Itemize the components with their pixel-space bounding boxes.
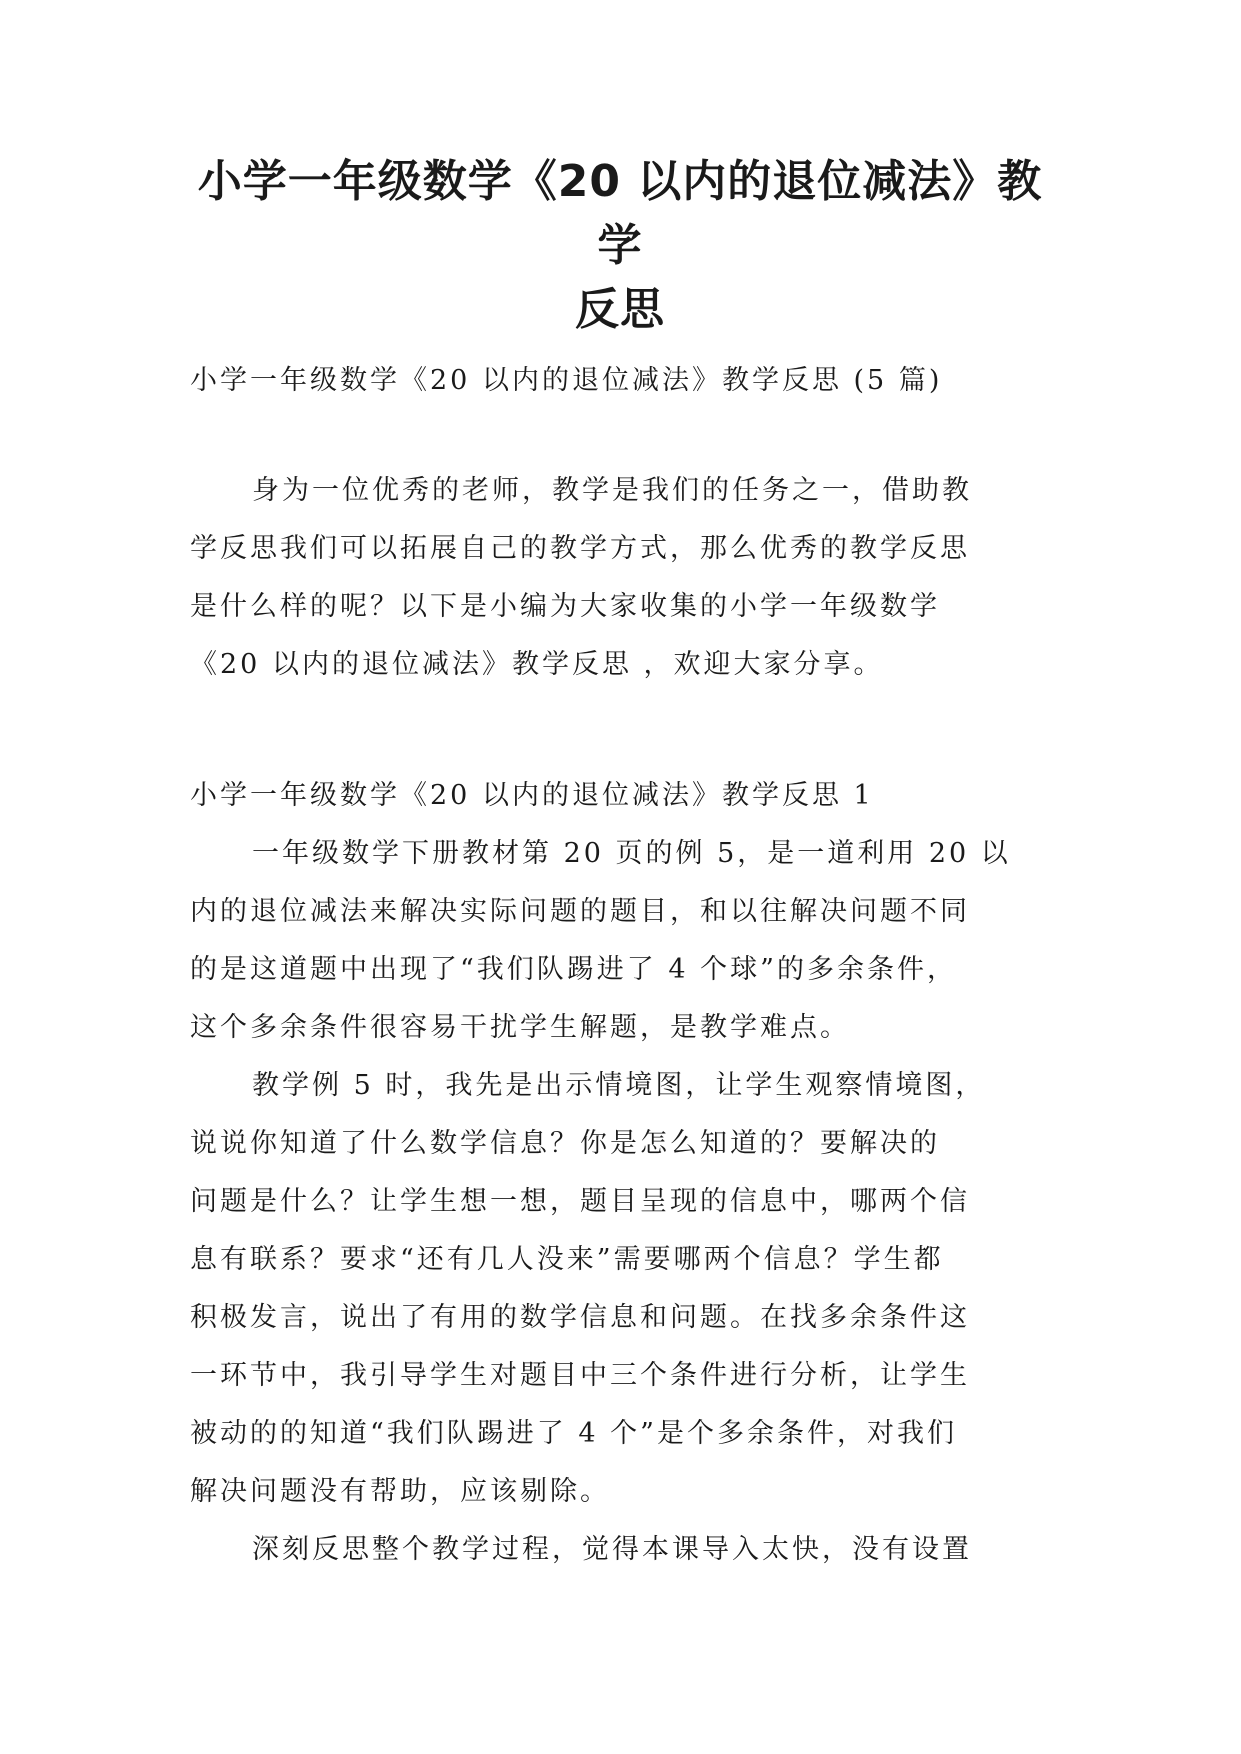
title-line: 小学一年级数学《20 以内的退位减法》教学: [197, 156, 1043, 271]
paragraph-line: 解决问题没有帮助，应该剔除。: [190, 1476, 610, 1507]
paragraph-line: 内的退位减法来解决实际问题的题目，和以往解决问题不同: [190, 896, 970, 927]
section-body: [190, 825, 1050, 1579]
document-title: [190, 150, 1050, 342]
paragraph-line: 一年级数学下册教材第 20 页的例 5，是一道利用 20 以: [252, 838, 1011, 869]
paragraph-line: 息有联系？要求“还有几人没来”需要哪两个信息？学生都: [190, 1244, 944, 1275]
paragraph-line: 是什么样的呢？以下是小编为大家收集的小学一年级数学: [190, 591, 940, 622]
section-heading-text: 小学一年级数学《20 以内的退位减法》教学反思 1: [190, 780, 874, 811]
paragraph-line: 这个多余条件很容易干扰学生解题，是教学难点。: [190, 1012, 850, 1043]
paragraph-line: 的是这道题中出现了“我们队踢进了 4 个球”的多余条件，: [190, 954, 957, 985]
paragraph-line: 问题是什么？让学生想一想，题目呈现的信息中，哪两个信: [190, 1186, 970, 1217]
paragraph-line: 教学例 5 时，我先是出示情境图，让学生观察情境图，: [252, 1070, 986, 1101]
paragraph-line: 学反思我们可以拓展自己的教学方式，那么优秀的教学反思: [190, 533, 970, 564]
paragraph-line: 深刻反思整个教学过程，觉得本课导入太快，没有设置: [252, 1534, 972, 1565]
intro-paragraph: [190, 462, 1050, 694]
paragraph-line: 身为一位优秀的老师，教学是我们的任务之一，借助教: [252, 475, 972, 506]
paragraph-line: 被动的的知道“我们队踢进了 4 个”是个多余条件，对我们: [190, 1418, 957, 1449]
paragraph-line: 《20 以内的退位减法》教学反思 ，欢迎大家分享。: [190, 649, 884, 680]
paragraph-line: 说说你知道了什么数学信息？你是怎么知道的？要解决的: [190, 1128, 940, 1159]
paragraph-line: 一环节中，我引导学生对题目中三个条件进行分析，让学生: [190, 1360, 970, 1391]
document-subtitle: [190, 352, 1050, 410]
paragraph-line: 积极发言，说出了有用的数学信息和问题。在找多余条件这: [190, 1302, 970, 1333]
section-heading: [190, 767, 1050, 825]
title-line: 反思: [575, 284, 665, 335]
subtitle-text: 小学一年级数学《20 以内的退位减法》教学反思 (5 篇): [190, 365, 943, 396]
